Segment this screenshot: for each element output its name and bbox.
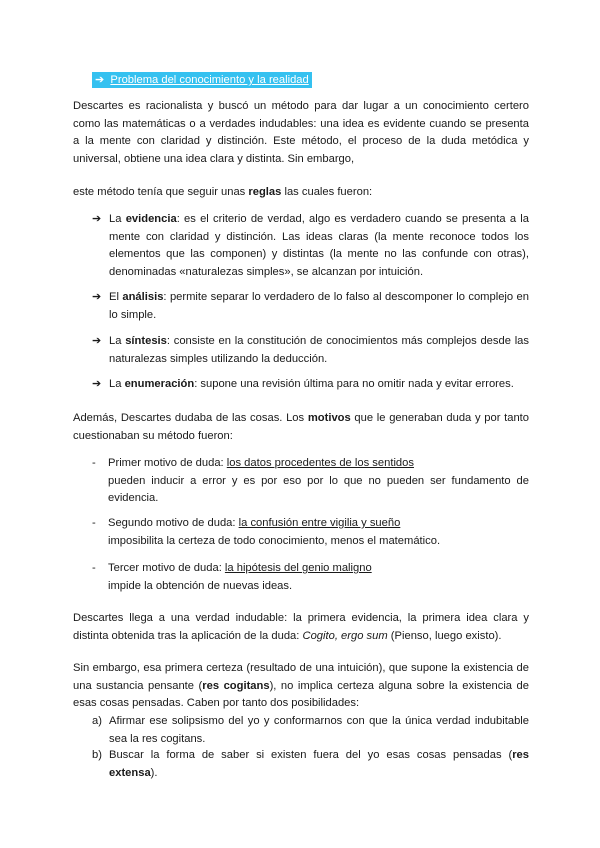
rule-post: : supone una revisión última para no omitir nada y evitar errores. (194, 378, 514, 390)
rules-intro-pre: este método tenía que seguir unas (73, 186, 249, 198)
motive-label: Segundo motivo de duda: (108, 517, 239, 529)
arrow-icon: ➔ (95, 74, 105, 86)
rule-bold: análisis (122, 291, 164, 303)
arrow-icon: ➔ (92, 378, 102, 390)
motive-detail: impide la obtención de nuevas ideas. (108, 579, 293, 592)
arrow-icon: ➔ (92, 213, 102, 225)
motive-label: Primer motivo de duda: (108, 457, 227, 469)
motive-underlined: los datos procedentes de los sentidos (226, 457, 414, 469)
certainty-paragraph (73, 660, 529, 713)
rule-text (109, 333, 529, 368)
motive-text (108, 515, 529, 550)
doubt-intro-pre: Además, Descartes dudaba de las cosas. Los (73, 412, 308, 424)
doubt-intro-bold: motivos (307, 412, 351, 424)
dash-marker: - (92, 562, 96, 574)
certainty-pre: Sin embargo, esa primera certeza (resultado de una intuición), que supone la existencia de una sustancia pensante ( (73, 662, 529, 692)
section-heading[interactable] (92, 72, 312, 88)
doubt-intro-post: que le generaban duda y por tanto cuestionaban su método fueron: (73, 412, 530, 442)
rule-bold: evidencia (125, 213, 177, 225)
certainty-bold: res cogitans (202, 679, 270, 692)
rule-text (109, 289, 529, 324)
truth-pre: Descartes llega a una verdad indudable: la primera evidencia, la primera idea clara y distinta obtenida tras la aplicación de la duda: (73, 612, 529, 642)
rule-post: : permite separar lo verdadero de lo falso al descomponer lo complejo en lo simple. (109, 291, 529, 321)
motive-label: Tercer motivo de duda: (108, 562, 225, 574)
option-post: ). (150, 766, 158, 779)
rules-intro-bold: reglas (248, 186, 282, 198)
option-marker: b) (92, 749, 102, 761)
rules-intro-post: las cuales fueron: (281, 186, 373, 198)
rule-pre: El (109, 291, 123, 303)
option-text (109, 747, 529, 782)
rule-bold: enumeración (124, 378, 195, 390)
rule-pre: La (109, 378, 125, 390)
truth-paragraph (73, 610, 529, 645)
dash-marker: - (92, 517, 96, 529)
arrow-icon: ➔ (92, 291, 102, 303)
rule-text (109, 376, 529, 394)
option-text (109, 713, 529, 748)
arrow-icon: ➔ (92, 335, 102, 347)
doubt-intro-paragraph (73, 410, 529, 445)
motive-detail: pueden inducir a error y es por eso por lo que no pueden ser fundamento de evidencia. (108, 474, 529, 504)
section-heading-text: Problema del conocimiento y la realidad (110, 74, 309, 86)
rule-bold: síntesis (125, 335, 167, 347)
motive-detail: imposibilita la certeza de todo conocimiento, menos el matemático. (108, 534, 441, 547)
rule-post: : consiste en la constitución de conocimientos más complejos desde las naturalezas simples utilizando la deducción. (109, 335, 529, 365)
motive-text (108, 455, 529, 508)
rule-pre: La (109, 213, 126, 225)
certainty-post: ), no implica certeza alguna sobre la existencia de esas cosas pensadas. Caben por tanto dos posibilidades: (73, 679, 529, 709)
rule-post: : es el criterio de verdad, algo es verdadero cuando se presenta a la mente con claridad y distinción. Las ideas claras (la mente reconoce todos los elementos que las componen) y distintas (la mente no las confunde con otras), denominadas «naturalezas simples», se alcanzan por intuición. (109, 213, 529, 278)
rules-intro-paragraph (73, 184, 529, 202)
truth-italic: Cogito, ergo sum (302, 629, 388, 642)
option-marker: a) (92, 715, 102, 727)
rule-text (109, 211, 529, 281)
truth-post: (Pienso, luego existo). (387, 629, 502, 642)
dash-marker: - (92, 457, 96, 469)
motive-underlined: la confusión entre vigilia y sueño (238, 517, 401, 529)
rule-pre: La (109, 335, 126, 347)
option-bold: res extensa (109, 749, 529, 779)
motive-text (108, 560, 529, 595)
option-pre: Buscar la forma de saber si existen fuera del yo esas cosas pensadas ( (109, 749, 513, 761)
intro-paragraph: Descartes es racionalista y buscó un método para dar lugar a un conocimiento certero como las matemáticas o a verdades indudables: una idea es evidente cuando se presenta a la mente con claridad y distinción. Este método, el proceso de la duda metódica y universal, obtiene una idea clara y distinta. Sin embargo, (73, 100, 529, 165)
option-pre: Afirmar ese solipsismo del yo y conformarnos con que la única verdad indubitable sea la res cogitans. (109, 715, 529, 745)
motive-underlined: la hipótesis del genio maligno (224, 562, 372, 574)
